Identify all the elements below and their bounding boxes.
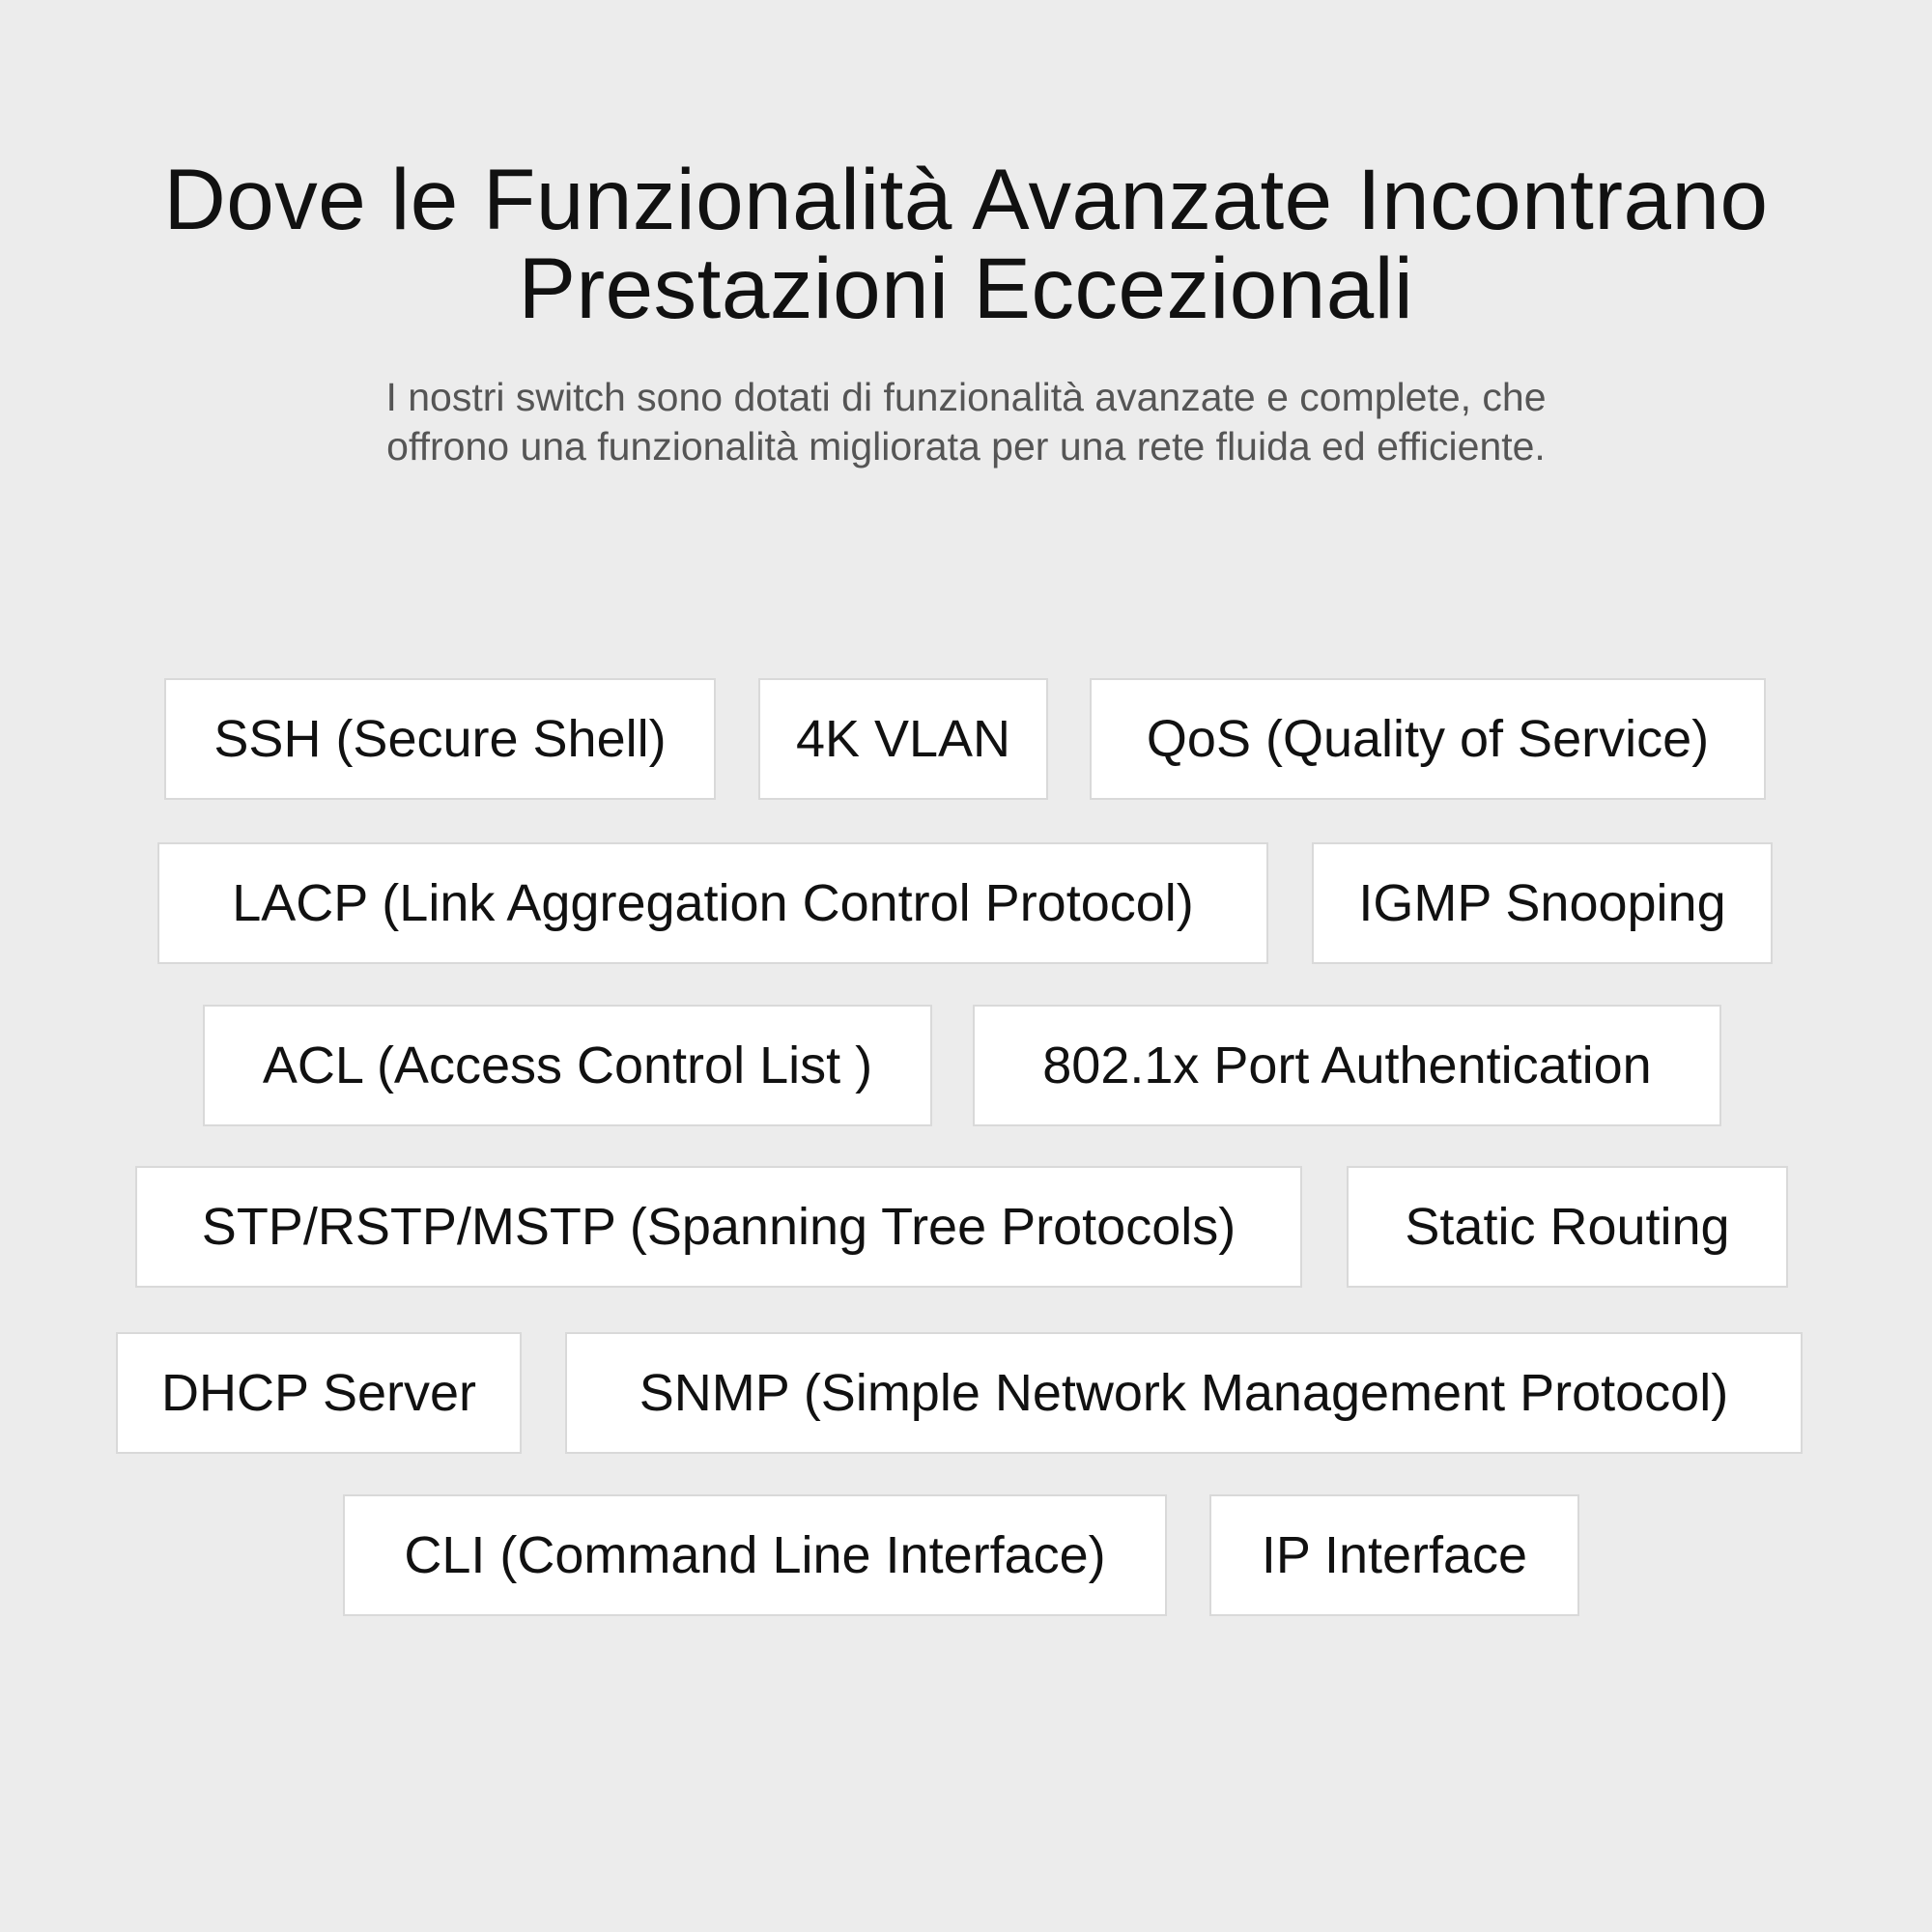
feature-chip-4k-vlan: 4K VLAN (758, 678, 1048, 800)
feature-chip-ip-interface: IP Interface (1209, 1494, 1579, 1616)
page-title-line-2: Prestazioni Eccezionali (518, 240, 1414, 336)
feature-chip-dhcp-server: DHCP Server (116, 1332, 522, 1454)
feature-chip-lacp: LACP (Link Aggregation Control Protocol) (157, 842, 1268, 964)
feature-chip-802-1x: 802.1x Port Authentication (973, 1005, 1721, 1126)
page-subtitle-line-1: I nostri switch sono dotati di funzionalità avanzate e complete, che (385, 375, 1547, 419)
page-subtitle (0, 373, 1932, 471)
feature-chip-static-routing: Static Routing (1347, 1166, 1788, 1288)
feature-chip-acl: ACL (Access Control List ) (203, 1005, 932, 1126)
feature-chip-qos: QoS (Quality of Service) (1090, 678, 1766, 800)
page-title-line-1: Dove le Funzionalità Avanzate Incontrano (163, 151, 1769, 247)
page-title (0, 151, 1932, 336)
feature-chip-snmp: SNMP (Simple Network Management Protocol) (565, 1332, 1803, 1454)
feature-chip-cli: CLI (Command Line Interface) (343, 1494, 1167, 1616)
feature-chip-stp: STP/RSTP/MSTP (Spanning Tree Protocols) (135, 1166, 1302, 1288)
feature-chip-ssh: SSH (Secure Shell) (164, 678, 716, 800)
page-subtitle-line-2: offrono una funzionalità migliorata per una rete fluida ed efficiente. (386, 424, 1546, 469)
feature-chip-igmp-snooping: IGMP Snooping (1312, 842, 1773, 964)
